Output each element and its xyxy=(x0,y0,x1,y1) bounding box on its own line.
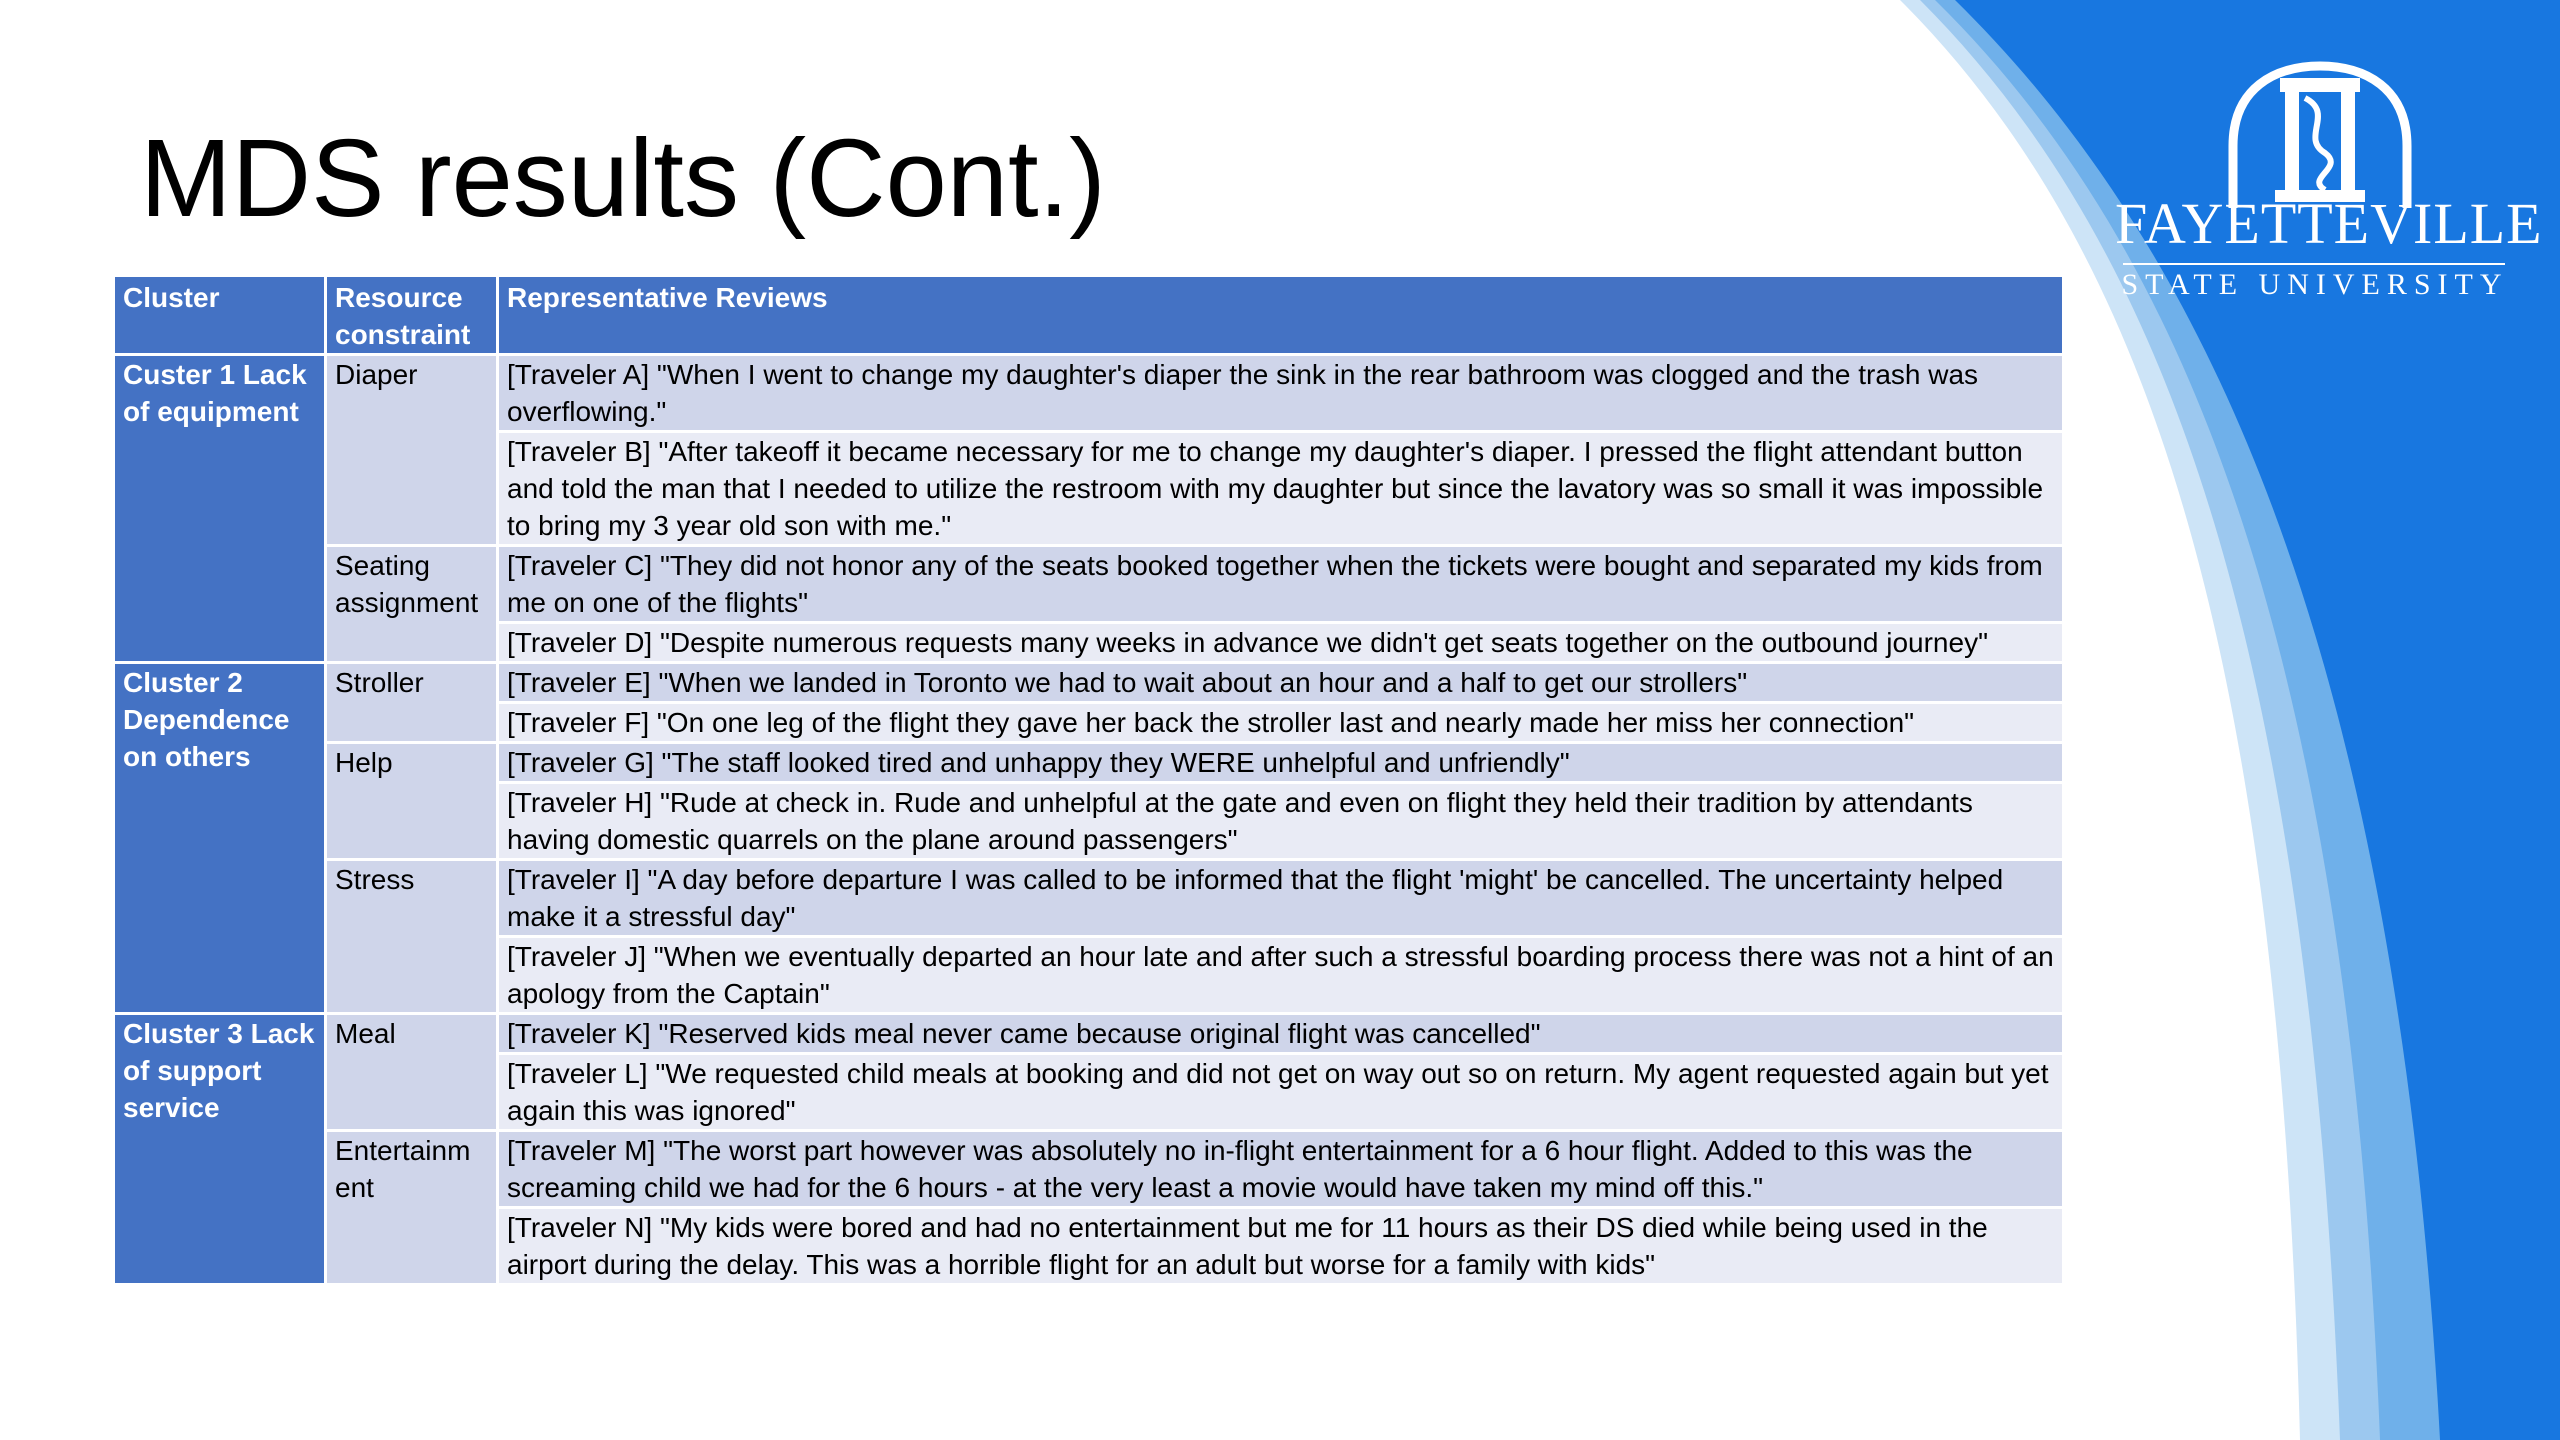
table-row xyxy=(114,1014,2064,1054)
review-cell: [Traveler G] "The staff looked tired and unhappy they WERE unhelpful and unfriendly" xyxy=(498,743,2064,783)
cluster-cell: Cluster 2 Dependence on others xyxy=(114,663,326,1014)
table-row xyxy=(114,663,2064,703)
logo-divider xyxy=(2123,263,2505,265)
review-cell: [Traveler D] "Despite numerous requests many weeks in advance we didn't get seats together on the outbound journey" xyxy=(498,623,2064,663)
resource-cell: Meal xyxy=(326,1014,498,1131)
table-row xyxy=(114,860,2064,937)
university-logo xyxy=(2115,58,2543,301)
table-row xyxy=(114,743,2064,783)
slide-title: MDS results (Cont.) xyxy=(140,117,1106,240)
header-resource-constraint: Resource constraint xyxy=(326,276,498,355)
review-cell: [Traveler E] "When we landed in Toronto we had to wait about an hour and a half to get our strollers" xyxy=(498,663,2064,703)
review-cell: [Traveler C] "They did not honor any of the seats booked together when the tickets were bought and separated my kids from me on one of the flights" xyxy=(498,546,2064,623)
table-row xyxy=(114,355,2064,432)
logo-name: FAYETTEVILLE xyxy=(2115,191,2543,256)
header-representative-reviews: Representative Reviews xyxy=(498,276,2064,355)
header-cluster: Cluster xyxy=(114,276,326,355)
review-cell: [Traveler H] "Rude at check in. Rude and unhelpful at the gate and even on flight they held their tradition by attendants having domestic quarrels on the plane around passengers" xyxy=(498,783,2064,860)
table-header-row xyxy=(114,276,2064,355)
university-emblem-icon xyxy=(2225,58,2415,208)
table-row xyxy=(114,1131,2064,1208)
review-cell: [Traveler M] "The worst part however was absolutely no in-flight entertainment for a 6 hour flight. Added to this was the screaming child we had for the 6 hours - at the very least a movie would have taken my mind off this." xyxy=(498,1131,2064,1208)
review-cell: [Traveler B] "After takeoff it became necessary for me to change my daughter's diaper. I pressed the flight attendant button and told the man that I needed to utilize the restroom with my daughter but since the lavatory was so small it was impossible to bring my 3 year old son with me." xyxy=(498,432,2064,546)
resource-cell: Diaper xyxy=(326,355,498,546)
resource-cell: Stroller xyxy=(326,663,498,743)
review-cell: [Traveler L] "We requested child meals at booking and did not get on way out so on return. My agent requested again but yet again this was ignored" xyxy=(498,1054,2064,1131)
resource-cell: Help xyxy=(326,743,498,860)
review-cell: [Traveler N] "My kids were bored and had no entertainment but me for 11 hours as their DS died while being used in the airport during the delay. This was a horrible flight for an adult but worse for a family with kids" xyxy=(498,1208,2064,1285)
resource-cell: Entertainm ent xyxy=(326,1131,498,1285)
review-cell: [Traveler I] "A day before departure I was called to be informed that the flight 'might' be cancelled. The uncertainty helped make it a stressful day" xyxy=(498,860,2064,937)
resource-cell: Stress xyxy=(326,860,498,1014)
cluster-cell: Custer 1 Lack of equipment xyxy=(114,355,326,663)
review-cell: [Traveler F] "On one leg of the flight they gave her back the stroller last and nearly made her miss her connection" xyxy=(498,703,2064,743)
resource-cell: Seating assignment xyxy=(326,546,498,663)
cluster-cell: Cluster 3 Lack of support service xyxy=(114,1014,326,1285)
review-cell: [Traveler K] "Reserved kids meal never came because original flight was cancelled" xyxy=(498,1014,2064,1054)
logo-subtitle: STATE UNIVERSITY xyxy=(2121,268,2509,301)
review-cell: [Traveler J] "When we eventually departed an hour late and after such a stressful boarding process there was not a hint of an apology from the Captain" xyxy=(498,937,2064,1014)
table-row xyxy=(114,546,2064,623)
review-cell: [Traveler A] "When I went to change my daughter's diaper the sink in the rear bathroom was clogged and the trash was overflowing." xyxy=(498,355,2064,432)
mds-results-table xyxy=(112,274,2065,1286)
